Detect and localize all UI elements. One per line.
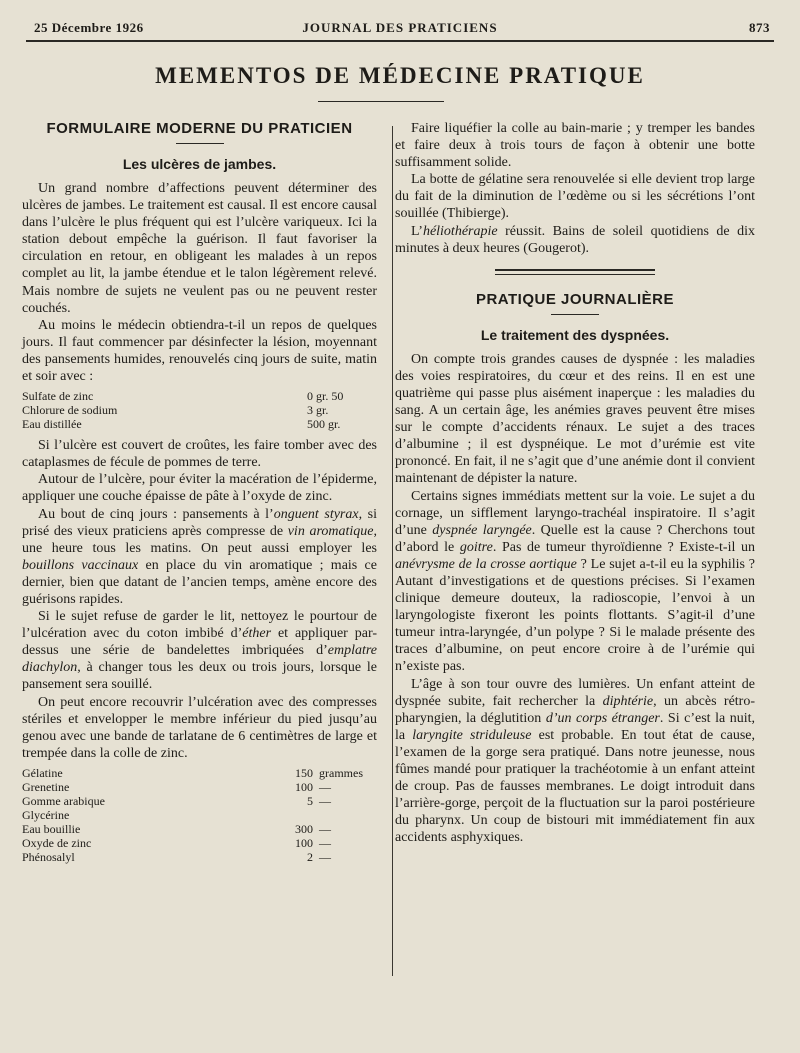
section-rule: [176, 143, 224, 144]
recipe-row: [22, 794, 377, 808]
article-title-dyspnees: Le traitement des dyspnées.: [480, 326, 670, 343]
recipe-row: [22, 766, 377, 780]
recipe-list-colle-de-zinc: [22, 766, 377, 864]
italic-term: onguent styrax: [273, 506, 359, 522]
paragraph: On compte trois grandes causes de dyspnée : les maladies des voies respiratoires, du cœur et des reins. Il en est une quatrième qui passe plus aisément inaperçue : les maladies du sang. A un certain âge, les anémies graves peuvent être mises sur le compte d’accidents rénaux. Le sujet a des traces d’albumine ; il est dyspnéique. Le mot d’urémie est vite prononcé. En fait, il ne s’agit que d’une anémie dont il convient maintenant de dépister la nature.: [395, 351, 755, 487]
ingredient-qty: 2: [307, 849, 313, 864]
ingredient-unit: —: [319, 849, 331, 864]
text-run: réussit. Bains de soleil quotidiens de dix minutes à deux heures (Gougerot).: [395, 223, 755, 256]
ingredient-unit: —: [319, 779, 331, 794]
italic-term: bouillons vaccinaux: [22, 557, 139, 573]
italic-term: éther: [242, 626, 272, 642]
text-run: , à changer tous les deux ou trois jours, lorsque le pansement sera souillé.: [22, 660, 377, 693]
italic-term: dyspnée laryngée: [432, 522, 532, 538]
paragraph: Un grand nombre d’affections peuvent déterminer des ulcères de jambes. Le traitement est causal. Il est encore causal dans l’ulcère le plus fréquent qui est l’ulcère variqueux. Ici la station debout empêche la guérison. Il faut favoriser la circulation en retour, en obligeant les malades à un repos complet au lit, la jambe étendue et le talon légèrement relevé. Mais nombre de sujets ne veulent pas ou ne peuvent rester couchés.: [22, 181, 377, 316]
italic-term: anévrysme de la crosse aortique: [395, 556, 577, 572]
italic-term: emplatre diachylon: [22, 643, 377, 676]
paragraph: Faire liquéfier la colle au bain-marie ; y tremper les bandes et faire deux à trois tours de façon à obtenir une botte suffisamment solide.: [395, 121, 755, 171]
ingredient-name: Eau distillée: [22, 417, 82, 432]
section-separator: [495, 269, 655, 275]
ingredient-qty: 500 gr.: [307, 417, 341, 432]
ingredient-name: Glycérine: [22, 807, 70, 822]
paragraph: [395, 488, 755, 676]
page-title: MEMENTOS DE MÉDECINE PRATIQUE: [155, 63, 645, 88]
text-run: . Si c’est la nuit, la: [395, 710, 755, 743]
ingredient-qty: 3 gr.: [307, 403, 329, 418]
ingredient-qty: 100: [295, 835, 313, 850]
italic-term: goitre: [459, 539, 493, 555]
paragraph: [22, 506, 377, 609]
ingredient-qty: [277, 808, 319, 822]
recipe-row: [22, 389, 377, 403]
ingredient-name: Chlorure de sodium: [22, 403, 118, 418]
ingredient-name: Sulfate de zinc: [22, 389, 94, 404]
ingredient-qty: 150: [295, 765, 313, 780]
text-run: . Quelle est la cause ? Cherchons tout d’abord le: [395, 522, 755, 555]
text-run: , une heure tous les matins. On peut aussi employer les: [22, 523, 377, 556]
journal-name: JOURNAL DES PRATICIENS: [302, 20, 498, 35]
paragraph: Si l’ulcère est couvert de croûtes, les faire tomber avec des cataplasmes de fécule de pommes de terre.: [22, 438, 377, 471]
page-number: 873: [749, 20, 770, 35]
ingredient-name: Gomme arabique: [22, 793, 105, 808]
paragraph: Au moins le médecin obtiendra-t-il un repos de quelques jours. Il faut commencer par désinfecter la lésion, moyennant des pansements humides, renouvelés cinq jours de suite, matin et soir avec :: [22, 317, 377, 385]
running-header: [30, 18, 770, 40]
header-rule: [26, 40, 774, 42]
ingredient-qty: 5: [307, 793, 313, 808]
recipe-row: [22, 403, 377, 417]
section-rule: [551, 314, 599, 315]
article-title-ulceres: Les ulcères de jambes.: [122, 156, 277, 172]
text-run: , si prisé des vieux praticiens après compresse de: [22, 506, 377, 539]
text-run: . Pas de tumeur thyroïdienne ? Existe-t-il un: [492, 539, 755, 555]
title-rule: [318, 101, 444, 102]
text-run: et appliquer par-dessus une série de bandelettes imbriquées d’: [22, 626, 377, 659]
text-run: Certains signes immédiats mettent sur la voie. Le sujet a du cornage, un sifflement laryngo-trachéal inspiratoire. Il s’agit d’une: [395, 488, 755, 538]
text-run: ? Le sujet a-t-il eu la syphilis ? Autant d’investigations et de questions précises. Si l’examen clinique demeure douteux, la radioscopie, l’envoi à un laryngologiste fixeront les points flottants. S’agit-il d’une tumeur intra-laryngée, d’un polype ? Si le malade présente des traces d’albumine, on peut encore croire à de l’urémie qui n’existe pas.: [395, 556, 755, 675]
paragraph: [395, 676, 755, 847]
ingredient-unit: —: [319, 821, 331, 836]
ingredient-unit: [319, 808, 377, 822]
paragraph: [395, 223, 755, 257]
text-run: en place du vin aromatique ; mais ce dernier, bien que datant de l’ancien temps, amène encore des guérisons rapides.: [22, 557, 377, 607]
recipe-row: [22, 822, 377, 836]
recipe-row: [22, 850, 377, 864]
right-column: [395, 120, 755, 846]
paragraph: [22, 608, 377, 693]
text-run: L’âge à son tour ouvre des lumières. Un enfant atteint de dyspnée subite, fait rechercher la: [395, 676, 755, 709]
column-divider: [392, 126, 393, 976]
ingredient-unit: —: [319, 835, 331, 850]
ingredient-qty: 0 gr. 50: [307, 389, 344, 404]
recipe-row: [22, 417, 377, 431]
section-title-formulaire: FORMULAIRE MODERNE DU PRATICIEN: [46, 120, 353, 137]
paragraph: On peut encore recouvrir l’ulcération avec des compresses stériles et envelopper le membre inférieur du pied jusqu’au genou avec une bande de tarlatane de 6 centimètres de large et trempée dans la colle de zinc.: [22, 694, 377, 761]
ingredient-name: Grenetine: [22, 779, 70, 794]
text-run: Si le sujet refuse de garder le lit, nettoyez le pourtour de l’ulcération avec du coton imbibé d’: [22, 609, 377, 642]
recipe-row: [22, 780, 377, 794]
recipe-list: [22, 389, 377, 431]
italic-term: laryngite striduleuse: [412, 727, 532, 743]
text-run: , un abcès rétro-pharyngien, la déglutition: [395, 693, 755, 726]
italic-term: diphtérie: [602, 693, 654, 709]
text-run: Au bout de cinq jours : pansements à l’: [38, 506, 274, 522]
text-run: L’: [411, 223, 423, 239]
paragraph: La botte de gélatine sera renouvelée si elle devient trop large du fait de la diminution de l’œdème ou si les sécrétions l’ont souillée (Thibierge).: [395, 172, 755, 222]
ingredient-name: Eau bouillie: [22, 821, 81, 836]
ingredient-unit: —: [319, 793, 331, 808]
recipe-row: [22, 836, 377, 850]
ingredient-unit: grammes: [319, 765, 363, 780]
ingredient-name: Phénosalyl: [22, 849, 75, 864]
recipe-row: [22, 808, 377, 822]
issue-date: 25 Décembre 1926: [34, 20, 144, 35]
left-column: [22, 120, 377, 870]
ingredient-name: Oxyde de zinc: [22, 835, 92, 850]
italic-term: d’un corps étranger: [545, 710, 660, 726]
italic-term: héliothérapie: [422, 223, 498, 239]
text-run: est probable. En tout état de cause, l’examen de la gorge sera pratiqué. Dans notre jeunesse, nous fûmes mandé pour pratiquer la trachéotomie à un enfant atteint de croup. Pas de fausses membranes. Le doigt introduit dans l’arrière-gorge, perçoit de la fluctuation sur la paroi postérieure du pharynx. Un coup de bistouri mit immédiatement fin aux accidents asphyxiques.: [395, 727, 755, 846]
section-title-pratique: PRATIQUE JOURNALIÈRE: [475, 290, 675, 308]
ingredient-qty: 100: [295, 779, 313, 794]
paragraph: Autour de l’ulcère, pour éviter la macération de l’épiderme, appliquer une couche épaisse de pâte à l’oxyde de zinc.: [22, 472, 377, 505]
ingredient-name: Gélatine: [22, 765, 63, 780]
italic-term: vin aromatique: [287, 523, 374, 539]
ingredient-qty: 300: [295, 821, 313, 836]
